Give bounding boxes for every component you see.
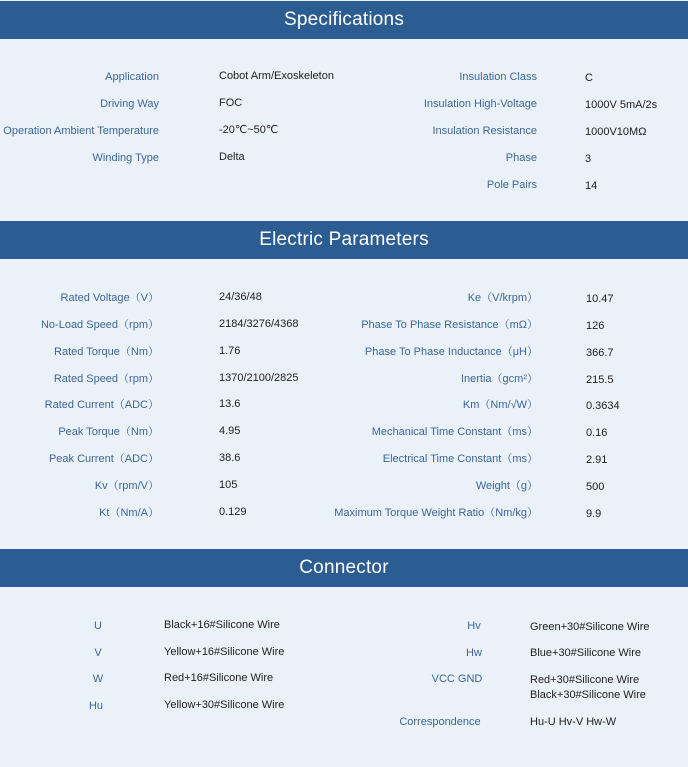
spec-label: Insulation Class bbox=[459, 71, 537, 83]
connector-wire-value: Black+16#Silicone Wire bbox=[164, 619, 280, 631]
param-value: 4.95 bbox=[219, 425, 241, 437]
param-value: 2.91 bbox=[586, 454, 608, 466]
spec-label: Phase bbox=[505, 152, 537, 164]
spec-value: 1000V10MΩ bbox=[585, 126, 647, 138]
spec-value: C bbox=[585, 72, 593, 84]
param-value: 215.5 bbox=[586, 374, 614, 386]
connector-wire-value: Yellow+16#Silicone Wire bbox=[164, 646, 285, 658]
param-label: Electrical Time Constant（ms） bbox=[382, 453, 538, 465]
param-label: Weight（g） bbox=[475, 480, 538, 492]
param-label: Rated Speed（rpm） bbox=[53, 373, 159, 385]
connector-pin-label: W bbox=[92, 673, 104, 685]
param-label: Maximum Torque Weight Ratio（Nm/kg） bbox=[334, 507, 538, 519]
param-value: 0.16 bbox=[586, 427, 608, 439]
spec-label: Application bbox=[105, 71, 159, 83]
spec-value: FOC bbox=[219, 97, 243, 109]
connector-pin-label: VCC GND bbox=[431, 673, 483, 685]
param-label: Rated Voltage（V） bbox=[60, 292, 159, 304]
spec-value: Cobot Arm/Exoskeleton bbox=[219, 70, 334, 82]
param-value: 105 bbox=[219, 479, 238, 491]
connector-pin-label: Hv bbox=[467, 620, 481, 632]
param-value: 0.129 bbox=[219, 506, 247, 518]
spec-label: Operation Ambient Temperature bbox=[3, 125, 159, 137]
connector-pin-label: Hw bbox=[466, 647, 482, 659]
param-label: Phase To Phase Inductance（μH） bbox=[364, 346, 538, 358]
connector-wire-value: Red+16#Silicone Wire bbox=[164, 672, 274, 684]
param-value: 366.7 bbox=[586, 347, 614, 359]
param-label: Km（Nm/√W） bbox=[462, 399, 538, 411]
param-label: Phase To Phase Resistance（mΩ） bbox=[361, 319, 538, 331]
param-value: 24/36/48 bbox=[219, 291, 262, 303]
param-value: 13.6 bbox=[219, 398, 241, 410]
connector-wire-value: Yellow+30#Silicone Wire bbox=[164, 699, 285, 711]
param-value: 1370/2100/2825 bbox=[219, 372, 299, 384]
param-label: Peak Torque（Nm） bbox=[58, 426, 159, 438]
spec-value: -20℃~50℃ bbox=[219, 124, 279, 136]
param-label: Mechanical Time Constant（ms） bbox=[371, 426, 538, 438]
param-value: 1.76 bbox=[219, 345, 241, 357]
param-value: 2184/3276/4368 bbox=[219, 318, 299, 330]
electric-parameters-header: Electric Parameters bbox=[0, 221, 688, 259]
param-label: Kv（rpm/V） bbox=[94, 480, 159, 492]
spec-label: Winding Type bbox=[92, 152, 159, 164]
param-value: 10.47 bbox=[586, 293, 614, 305]
connector-wire-value: Green+30#Silicone Wire bbox=[530, 621, 650, 633]
param-label: Peak Current（ADC） bbox=[48, 453, 159, 465]
param-value: 9.9 bbox=[586, 508, 602, 520]
param-value: 0.3634 bbox=[586, 400, 620, 412]
connector-pin-label: Correspondence bbox=[399, 716, 481, 728]
spec-label: Insulation Resistance bbox=[432, 125, 537, 137]
connector-pin-label: V bbox=[94, 647, 102, 659]
param-value: 500 bbox=[586, 481, 605, 493]
param-label: Rated Torque（Nm） bbox=[54, 346, 159, 358]
spec-value: 1000V 5mA/2s bbox=[585, 99, 658, 111]
spec-value: 3 bbox=[585, 153, 592, 165]
connector-pin-label: U bbox=[94, 620, 102, 632]
param-label: Rated Current（ADC） bbox=[44, 399, 159, 411]
param-label: No-Load Speed（rpm） bbox=[40, 319, 159, 331]
param-value: 38.6 bbox=[219, 452, 241, 464]
param-label: Ke（V/krpm） bbox=[467, 292, 538, 304]
spec-value: 14 bbox=[585, 180, 598, 192]
param-label: Kt（Nm/A） bbox=[99, 507, 159, 519]
specifications-header: Specifications bbox=[0, 1, 688, 39]
spec-value: Delta bbox=[219, 151, 245, 163]
connector-wire-value: Black+30#Silicone Wire bbox=[530, 689, 646, 701]
spec-label: Driving Way bbox=[100, 98, 159, 110]
connector-wire-value: Blue+30#Silicone Wire bbox=[530, 647, 641, 659]
param-value: 126 bbox=[586, 320, 605, 332]
spec-label: Insulation High-Voltage bbox=[423, 98, 537, 110]
connector-wire-value: Red+30#Silicone Wire bbox=[530, 674, 640, 686]
connector-pin-label: Hu bbox=[88, 700, 104, 712]
connector-wire-value: Hu-U Hv-V Hw-W bbox=[530, 716, 617, 728]
connector-header: Connector bbox=[0, 549, 688, 587]
spec-label: Pole Pairs bbox=[486, 179, 537, 191]
param-label: Inertia（gcm²） bbox=[460, 373, 538, 385]
